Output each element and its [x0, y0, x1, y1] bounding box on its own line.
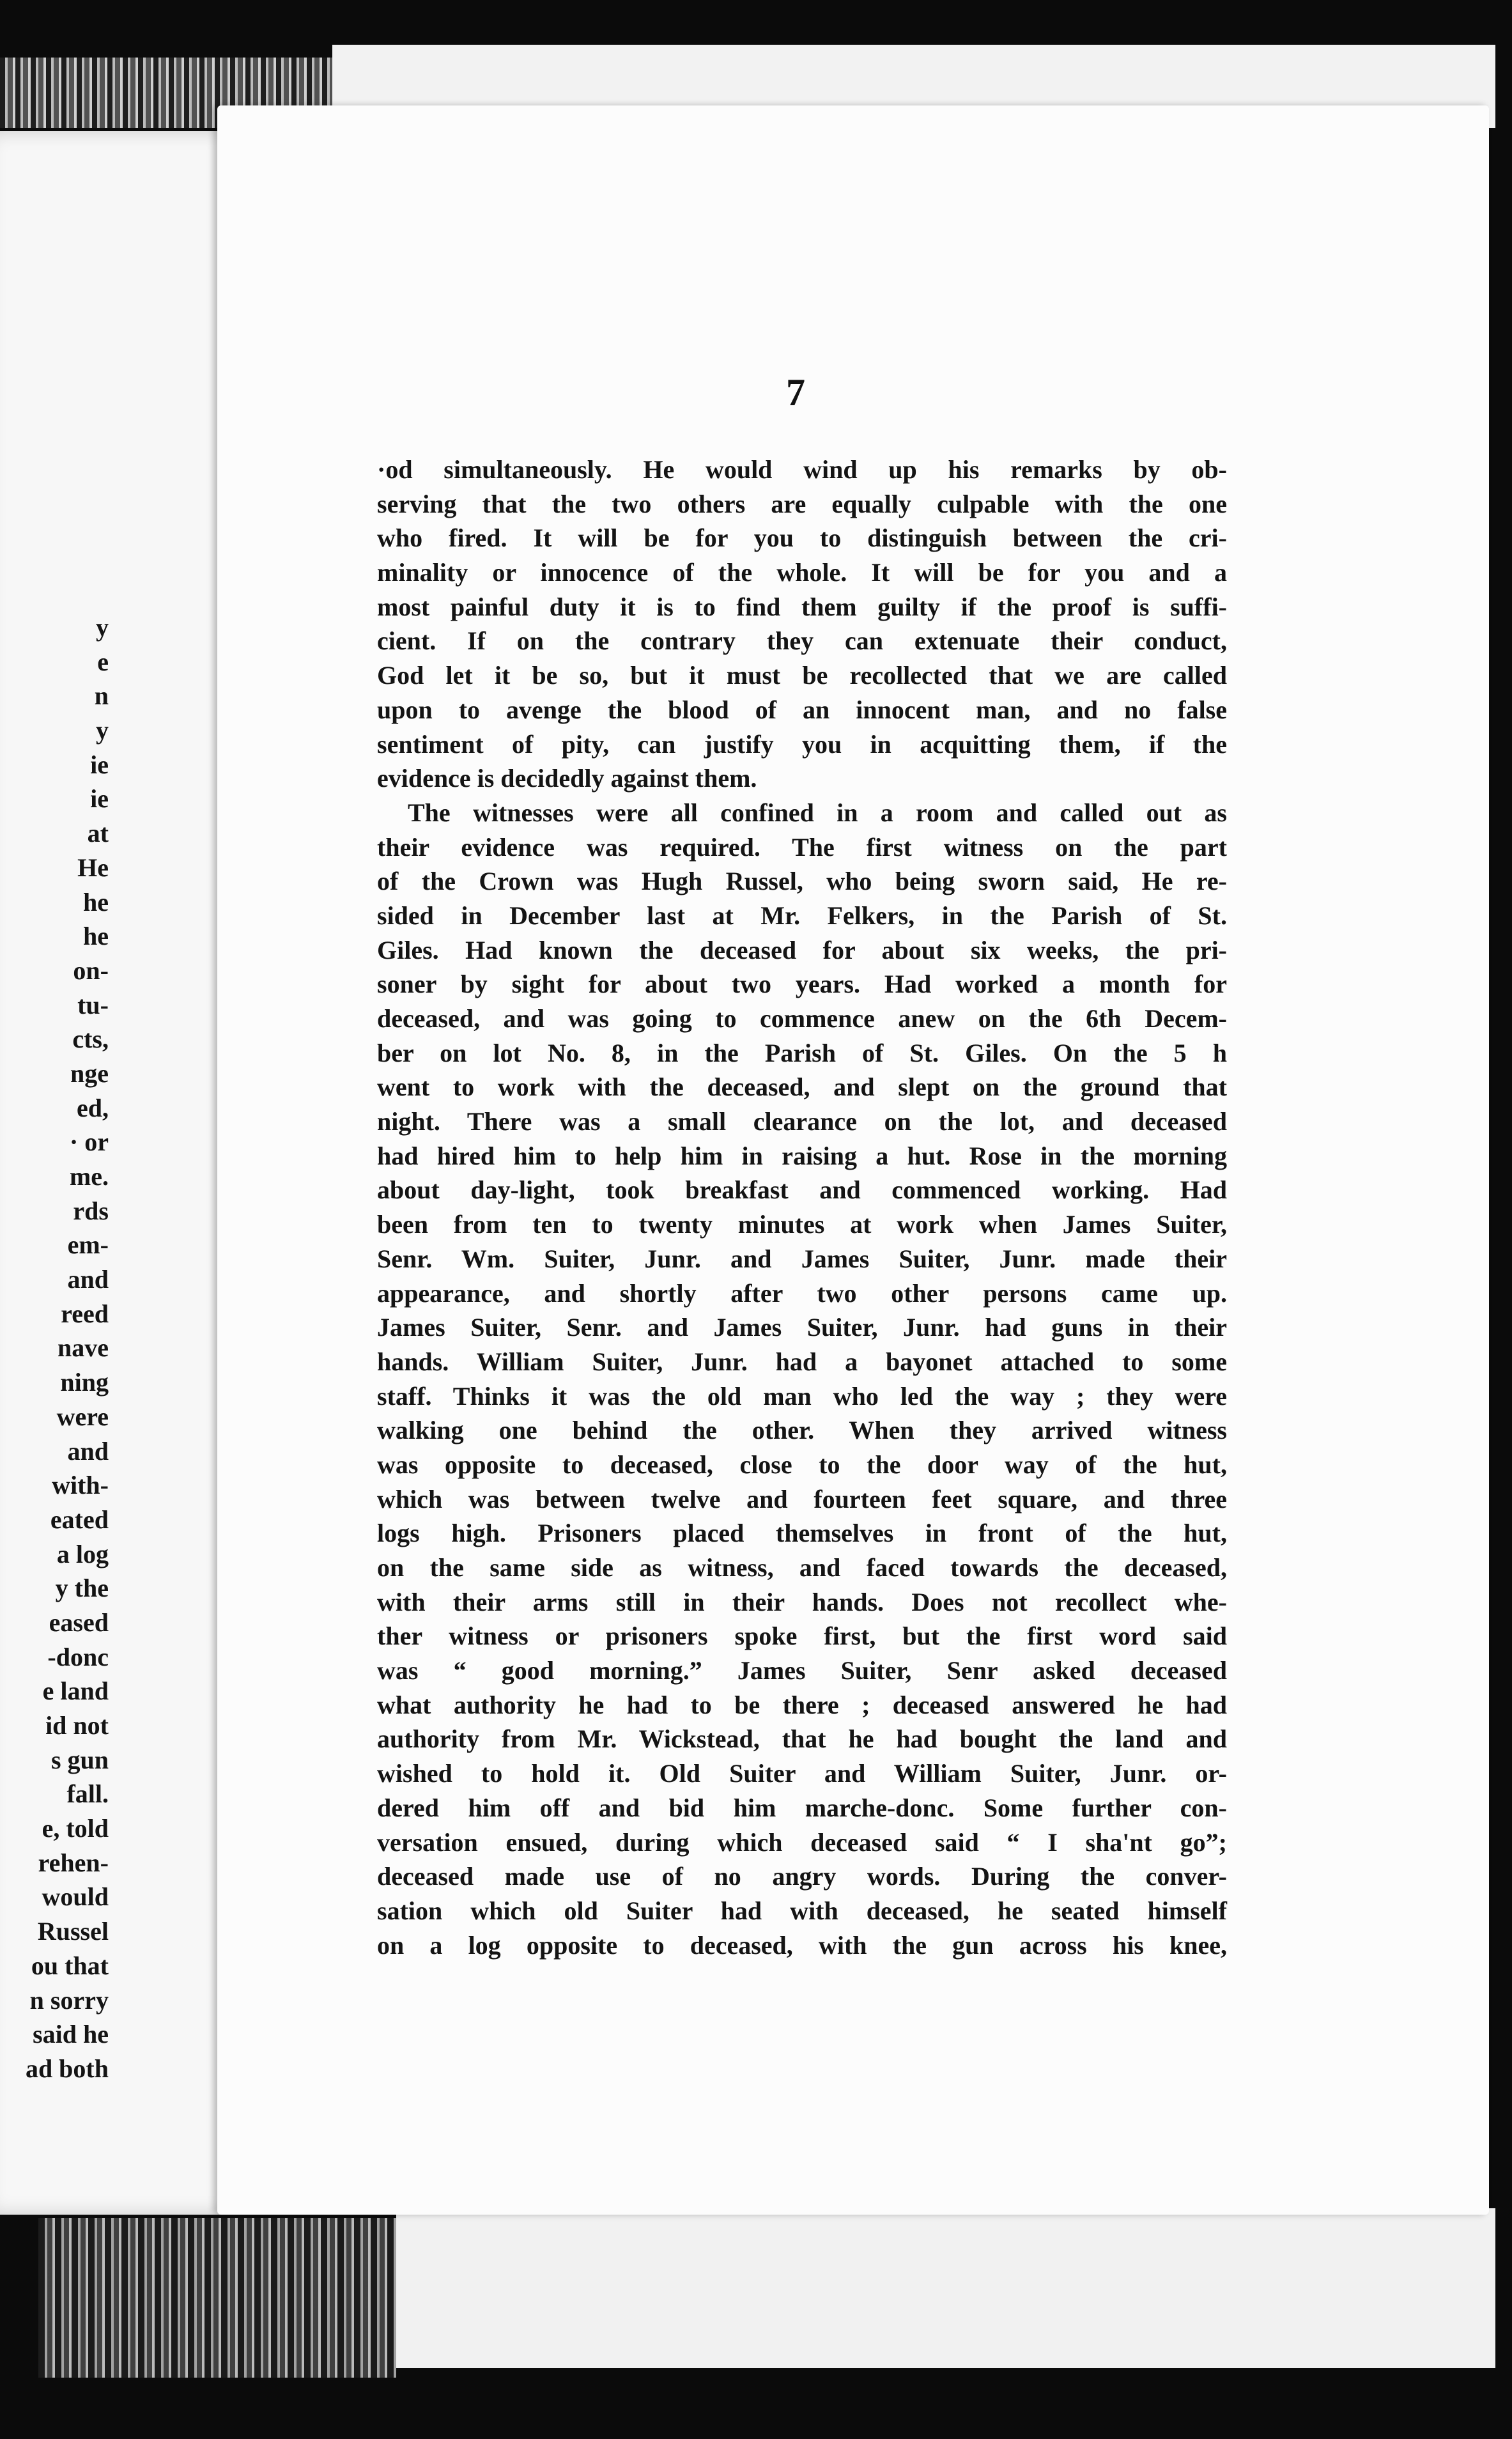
- left-page-fragment: with-: [52, 1471, 109, 1500]
- text-line: their evidence was required. The first witness on the part: [377, 832, 1227, 862]
- left-page-fragment: ed,: [77, 1093, 109, 1122]
- text-line: was “ good morning.” James Suiter, Senr asked deceased: [377, 1656, 1227, 1685]
- left-page-fragment: e land: [42, 1676, 109, 1706]
- text-line: was opposite to deceased, close to the door way of the hut,: [377, 1450, 1227, 1479]
- text-line: walking one behind the other. When they arrived witness: [377, 1416, 1227, 1445]
- left-page-fragment: e: [97, 647, 109, 676]
- left-page-fragment: said he: [33, 2020, 109, 2049]
- text-line: went to work with the deceased, and slept on the ground that: [377, 1072, 1227, 1102]
- left-page-fragment: fall.: [66, 1779, 109, 1809]
- text-line: ber on lot No. 8, in the Parish of St. Giles. On the 5 h: [377, 1038, 1227, 1067]
- left-page-fragment: e, told: [42, 1814, 109, 1843]
- left-page-fragment: he: [83, 922, 109, 951]
- text-line: cient. If on the contrary they can extenuate their conduct,: [377, 626, 1227, 656]
- text-line: appearance, and shortly after two other persons came up.: [377, 1278, 1227, 1308]
- left-page-fragment: ad both: [25, 2054, 109, 2083]
- text-line: most painful duty it is to find them guilty if the proof is suffi-: [377, 592, 1227, 621]
- body-text: [377, 453, 1227, 1962]
- text-line: sided in December last at Mr. Felkers, in the Parish of St.: [377, 901, 1227, 930]
- left-page-fragment: on-: [73, 956, 109, 985]
- text-line: versation ensued, during which deceased said “ I sha'nt go”;: [377, 1827, 1227, 1857]
- left-page-fragment: rehen-: [38, 1848, 109, 1877]
- left-page-fragment: and: [67, 1436, 109, 1466]
- book-edge-bottom: [38, 2218, 396, 2378]
- text-line: what authority he had to be there ; deceased answered he had: [377, 1690, 1227, 1719]
- text-line: with their arms still in their hands. Does not recollect whe-: [377, 1587, 1227, 1616]
- left-page-text: [0, 610, 109, 2086]
- left-page-fragment: He: [77, 853, 109, 882]
- text-line: hands. William Suiter, Junr. had a bayonet attached to some: [377, 1347, 1227, 1376]
- left-page-fragment: -donc: [47, 1642, 109, 1671]
- text-line: Giles. Had known the deceased for about six weeks, the pri-: [377, 935, 1227, 964]
- text-line: Senr. Wm. Suiter, Junr. and James Suiter, Junr. made their: [377, 1244, 1227, 1273]
- left-page-fragment: and: [67, 1265, 109, 1294]
- left-page-fragment: at: [87, 819, 109, 848]
- left-page-fragment: nave: [58, 1333, 109, 1363]
- left-page-fragment: s gun: [50, 1745, 109, 1774]
- text-line: deceased made use of no angry words. During the conver-: [377, 1862, 1227, 1891]
- text-line: staff. Thinks it was the old man who led the way ; they were: [377, 1381, 1227, 1411]
- left-page-fragment: me.: [69, 1162, 109, 1191]
- left-page-fragment: y: [96, 613, 109, 642]
- left-page-fragment: were: [56, 1402, 109, 1431]
- left-page-fragment: eated: [50, 1505, 109, 1534]
- text-line: deceased, and was going to commence anew on the 6th Decem-: [377, 1004, 1227, 1033]
- text-line: soner by sight for about two years. Had worked a month for: [377, 970, 1227, 999]
- left-page-fragment: ning: [60, 1368, 109, 1397]
- left-page-fragment: nge: [70, 1058, 109, 1088]
- text-line: on the same side as witness, and faced towards the deceased,: [377, 1553, 1227, 1582]
- text-line: wished to hold it. Old Suiter and William Suiter, Junr. or-: [377, 1759, 1227, 1788]
- left-page-fragment: n: [94, 681, 109, 711]
- left-page-fragment: Russel: [37, 1917, 109, 1946]
- text-line: sentiment of pity, can justify you in acquitting them, if the: [377, 729, 1227, 759]
- text-line: dered him off and bid him marche-donc. Some further con-: [377, 1793, 1227, 1822]
- text-line: evidence is decidedly against them.: [377, 764, 757, 793]
- text-line: of the Crown was Hugh Russel, who being sworn said, He re-: [377, 867, 1227, 896]
- left-page-fragment: eased: [49, 1607, 109, 1637]
- left-page-fragment: he: [83, 887, 109, 917]
- text-line: serving that the two others are equally culpable with the one: [377, 489, 1227, 518]
- text-line: ·od simultaneously. He would wind up his remarks by ob-: [377, 455, 1227, 484]
- left-page-fragment: would: [42, 1882, 109, 1912]
- left-page-fragment: y: [96, 716, 109, 745]
- left-page-fragment: rds: [73, 1196, 109, 1225]
- text-line: about day-light, took breakfast and commenced working. Had: [377, 1175, 1227, 1205]
- text-line: ther witness or prisoners spoke first, but the first word said: [377, 1622, 1227, 1651]
- text-line: on a log opposite to deceased, with the gun across his knee,: [377, 1930, 1227, 1960]
- text-line: God let it be so, but it must be recollected that we are called: [377, 661, 1227, 690]
- backing-paper-bottom: [396, 2208, 1495, 2368]
- left-page-fragment: ie: [90, 784, 109, 814]
- text-line: James Suiter, Senr. and James Suiter, Junr. had guns in their: [377, 1313, 1227, 1342]
- left-page-fragment: n sorry: [29, 1985, 109, 2015]
- text-line: who fired. It will be for you to distinguish between the cri-: [377, 523, 1227, 553]
- left-page-fragment: em-: [67, 1230, 109, 1260]
- left-page-fragment: · or: [69, 1127, 109, 1157]
- left-page-fragment: ou that: [31, 1951, 109, 1980]
- left-page-fragment: cts,: [72, 1025, 109, 1054]
- left-page-fragment: tu-: [77, 990, 109, 1019]
- page-number: 7: [786, 371, 805, 414]
- text-line: The witnesses were all confined in a room and called out as: [408, 798, 1227, 827]
- text-line: logs high. Prisoners placed themselves in front of the hut,: [377, 1519, 1227, 1548]
- text-line: sation which old Suiter had with deceased, he seated himself: [377, 1896, 1227, 1925]
- text-line: had hired him to help him in raising a hut. Rose in the morning: [377, 1141, 1227, 1170]
- text-line: been from ten to twenty minutes at work when James Suiter,: [377, 1210, 1227, 1239]
- left-page-fragment: id not: [45, 1711, 109, 1740]
- text-line: upon to avenge the blood of an innocent man, and no false: [377, 695, 1227, 724]
- text-line: which was between twelve and fourteen feet square, and three: [377, 1484, 1227, 1514]
- left-page-fragment: a log: [56, 1539, 109, 1568]
- left-page-fragment: y the: [55, 1574, 109, 1603]
- text-line: minality or innocence of the whole. It will be for you and a: [377, 558, 1227, 587]
- left-page-fragment: ie: [90, 750, 109, 779]
- left-page-fragment: reed: [61, 1299, 109, 1328]
- text-line: authority from Mr. Wickstead, that he had bought the land and: [377, 1724, 1227, 1754]
- text-line: night. There was a small clearance on the lot, and deceased: [377, 1107, 1227, 1136]
